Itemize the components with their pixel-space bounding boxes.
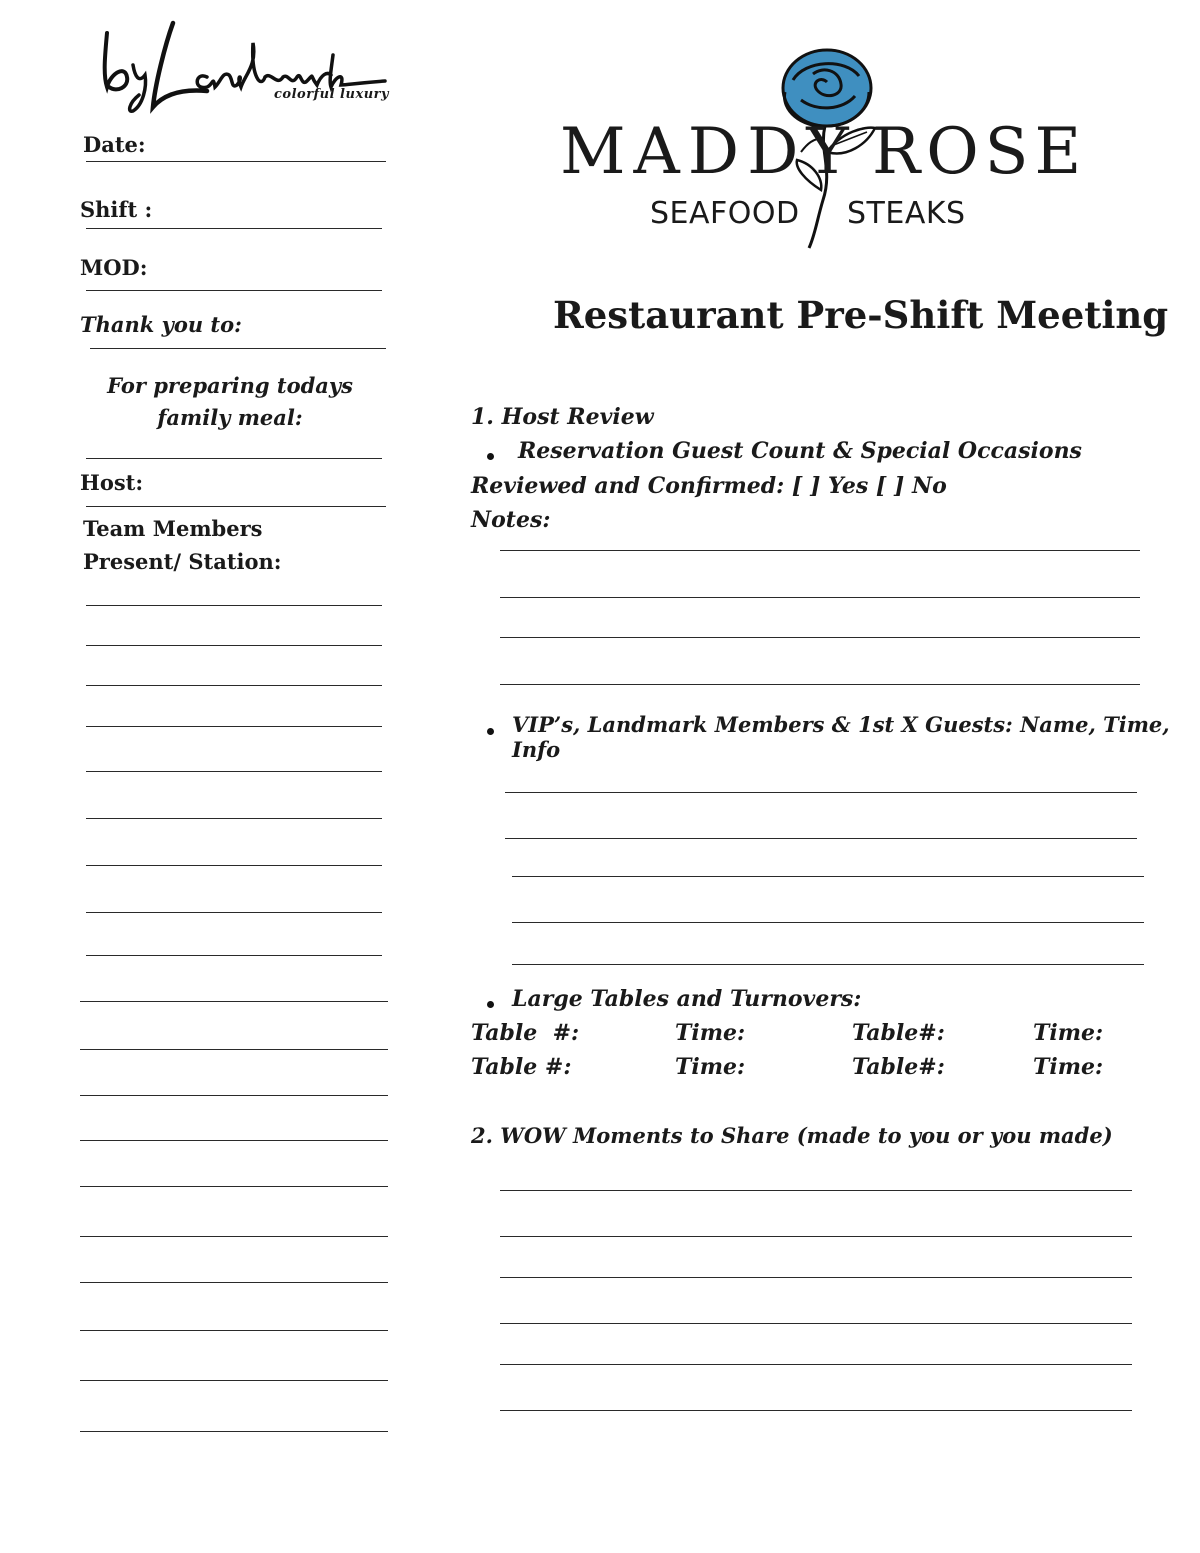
bullet-icon bbox=[487, 453, 494, 460]
mod-label: MOD: bbox=[80, 255, 148, 280]
wow-line[interactable] bbox=[500, 1323, 1132, 1324]
confirmed-line: Reviewed and Confirmed: [ ] Yes [ ] No bbox=[471, 473, 947, 499]
restaurant-name-left: MADDY bbox=[560, 115, 857, 189]
team-line[interactable] bbox=[80, 1236, 388, 1237]
team-line[interactable] bbox=[86, 726, 382, 727]
row2-table: Table #: bbox=[471, 1054, 572, 1080]
wow-line[interactable] bbox=[500, 1236, 1132, 1237]
team-line[interactable] bbox=[86, 605, 382, 606]
team-line[interactable] bbox=[80, 1095, 388, 1096]
vip-line[interactable] bbox=[505, 838, 1137, 839]
team-line[interactable] bbox=[80, 1001, 388, 1002]
notes-line[interactable] bbox=[500, 597, 1140, 598]
notes-line[interactable] bbox=[500, 637, 1140, 638]
family-meal-field[interactable] bbox=[86, 458, 382, 459]
date-label: Date: bbox=[83, 132, 146, 157]
shift-field[interactable] bbox=[86, 228, 382, 229]
row2-time: Time: bbox=[675, 1054, 746, 1080]
bullet-icon bbox=[487, 1001, 494, 1008]
restaurant-sub-right: STEAKS bbox=[847, 196, 966, 231]
team-line[interactable] bbox=[80, 1431, 388, 1432]
bullet-vip: VIP’s, Landmark Members & 1st X Guests: Name, Time, Info bbox=[512, 712, 1170, 762]
row1-time2: Time: bbox=[1033, 1020, 1104, 1046]
row2-time2: Time: bbox=[1033, 1054, 1104, 1080]
family-meal-label: For preparing todays family meal: bbox=[107, 373, 353, 430]
team-line[interactable] bbox=[86, 912, 382, 913]
wow-line[interactable] bbox=[500, 1410, 1132, 1411]
wow-heading: 2. WOW Moments to Share (made to you or you made) bbox=[471, 1123, 1113, 1148]
wow-line[interactable] bbox=[500, 1364, 1132, 1365]
team-line[interactable] bbox=[80, 1186, 388, 1187]
team-line[interactable] bbox=[80, 1330, 388, 1331]
bullet-large-tables: Large Tables and Turnovers: bbox=[512, 986, 862, 1012]
vip-line[interactable] bbox=[512, 922, 1144, 923]
row1-time: Time: bbox=[675, 1020, 746, 1046]
team-line[interactable] bbox=[80, 1140, 388, 1141]
page-title: Restaurant Pre-Shift Meeting bbox=[553, 293, 1169, 337]
vip-line[interactable] bbox=[512, 876, 1144, 877]
team-line[interactable] bbox=[80, 1380, 388, 1381]
row1-table2: Table#: bbox=[852, 1020, 945, 1046]
mod-field[interactable] bbox=[86, 290, 382, 291]
host-label: Host: bbox=[80, 470, 144, 495]
bullet-icon bbox=[487, 728, 494, 735]
vip-line[interactable] bbox=[505, 792, 1137, 793]
notes-line[interactable] bbox=[500, 684, 1140, 685]
date-field[interactable] bbox=[86, 161, 386, 162]
wow-line[interactable] bbox=[500, 1190, 1132, 1191]
team-line[interactable] bbox=[80, 1049, 388, 1050]
team-line[interactable] bbox=[86, 771, 382, 772]
notes-label: Notes: bbox=[471, 507, 551, 533]
restaurant-name-right: ROSE bbox=[872, 115, 1088, 189]
team-label-2: Present/ Station: bbox=[83, 549, 282, 574]
team-line[interactable] bbox=[80, 1282, 388, 1283]
thanks-label: Thank you to: bbox=[80, 312, 242, 337]
thanks-field[interactable] bbox=[90, 348, 386, 349]
wow-line[interactable] bbox=[500, 1277, 1132, 1278]
restaurant-sub-left: SEAFOOD bbox=[650, 196, 800, 231]
team-label-1: Team Members bbox=[83, 516, 263, 541]
team-line[interactable] bbox=[86, 685, 382, 686]
bullet-reservation: Reservation Guest Count & Special Occasions bbox=[518, 438, 1082, 464]
team-line[interactable] bbox=[86, 645, 382, 646]
shift-label: Shift : bbox=[80, 197, 153, 222]
row2-table2: Table#: bbox=[852, 1054, 945, 1080]
vip-line[interactable] bbox=[512, 964, 1144, 965]
host-field[interactable] bbox=[86, 506, 386, 507]
team-line[interactable] bbox=[86, 865, 382, 866]
team-line[interactable] bbox=[86, 955, 382, 956]
host-review-heading: 1. Host Review bbox=[471, 404, 654, 430]
team-line[interactable] bbox=[86, 818, 382, 819]
row1-table: Table #: bbox=[471, 1020, 580, 1046]
landmark-tagline: colorful luxury bbox=[274, 87, 390, 102]
notes-line[interactable] bbox=[500, 550, 1140, 551]
